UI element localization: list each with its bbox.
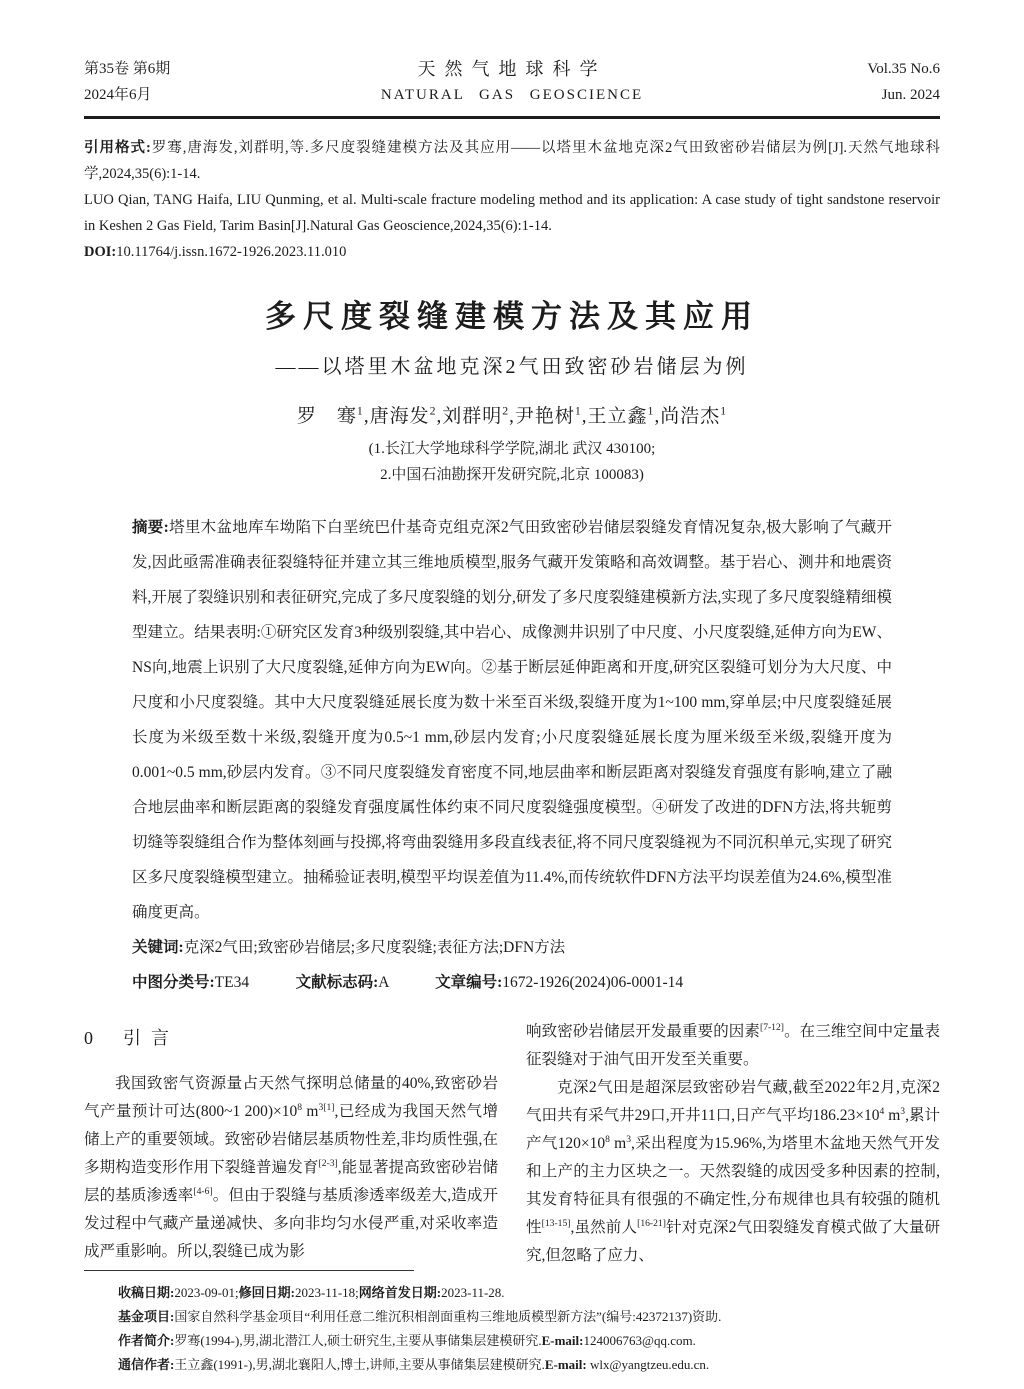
journal-title-cn: 天然气地球科学 <box>417 59 607 79</box>
intro-paragraph-left: 我国致密气资源量占天然气探明总储量的40%,致密砂岩气产量预计可达(800~1 $200)\times 10^8$ $m^{3[1]}$,已经成为我国天然气增储上产的重要领域。致密砂岩储层基质物性差,非均质性强,在多期构造变形作用下裂缝普遍发育[2-3],能显著提高致密砂岩储层的基质渗透率[4-6]。但由于裂缝与基质渗透率级差大,造成开发过程中气藏产量递减快、多向非均匀水侵严重,对采收率造成严重影响。所以,裂缝已成为影 <box>84 1075 498 1260</box>
footnote-corresponding-author: 通信作者:王立鑫(1991-),男,湖北襄阳人,博士,讲师,主要从事储集层建模研究.E-mail: wlx@yangtzeu.edu.cn. <box>118 1357 710 1372</box>
affiliations-block <box>84 436 940 488</box>
header-divider-rule <box>84 116 940 119</box>
intro-paragraph-right-2: 克深2气田是超深层致密砂岩气藏,截至2022年2月,克深2气田共有采气井29口,开井11口,日产气平均$186.23\times 10^4$ $m^3$,累计产气$120\times 10^8$ $m^3$,采出程度为15.96%,为塔里木盆地天然气开发和上产的主力区块之一。天然裂缝的成因受多种因素的控制,其发育特征具有很强的不确定性,分布规律也具有较强的随机性[13-15],虽然前人[16-21]针对克深2气田裂缝发育模式做了大量研究,但忽略了应力、 <box>526 1079 940 1264</box>
footnote-funding: 基金项目:国家自然科学基金项目“利用任意二维沉积相剖面重构三维地质模型新方法”(编号:42372137)资助. <box>118 1309 722 1324</box>
journal-title-en: NATURAL GAS GEOSCIENCE <box>380 87 644 103</box>
citation-cn: 引用格式:罗骞,唐海发,刘群明,等.多尺度裂缝建模方法及其应用——以塔里木盆地克深2气田致密砂岩储层为例[J].天然气地球科学,2024,35(6):1-14. <box>84 140 940 182</box>
journal-title-block <box>254 56 770 108</box>
authors-line: 罗 骞$^1$,唐海发$^2$,刘群明$^2$,尹艳树$^1$,王立鑫$^1$,尚浩杰$^1$ <box>296 404 728 427</box>
footnotes-block <box>118 1281 940 1377</box>
date-cn: 2024年6月 <box>84 87 152 103</box>
abstract-block <box>132 510 892 1000</box>
intro-paragraph-right-continuation: 响致密砂岩储层开发最重要的因素[7-12]。在三维空间中定量表征裂缝对于油气田开发至关重要。 <box>526 1021 940 1068</box>
section-number: 0 <box>84 1028 93 1048</box>
header-volume-issue-en <box>770 56 940 108</box>
volume-issue-cn: 第35卷 第6期 <box>84 61 171 77</box>
body-columns <box>84 1018 940 1270</box>
citation-en: LUO Qian, TANG Haifa, LIU Qunming, et al. Multi-scale fracture modeling method and its application: A case study of tight sandstone reservoir in Keshen 2 Gas Field, Tarim Basin[J].Natural Gas Geoscience,2024,35(6):1-14. <box>84 192 940 234</box>
article-subtitle: ——以塔里木盆地克深2气田致密砂岩储层为例 <box>275 356 749 378</box>
article-title: 多尺度裂缝建模方法及其应用 <box>265 299 759 334</box>
date-en: Jun. 2024 <box>881 87 940 103</box>
volume-issue-en: Vol.35 No.6 <box>867 61 940 77</box>
journal-header <box>84 56 940 108</box>
right-column <box>526 1018 940 1270</box>
section-heading-introduction <box>84 1024 498 1052</box>
footnote-divider-rule <box>84 1270 414 1271</box>
footnote-author-bio: 作者简介:罗骞(1994-),男,湖北潜江人,硕士研究生,主要从事储集层建模研究.E-mail:124006763@qq.com. <box>118 1333 696 1348</box>
affiliation-2: 2.中国石油勘探开发研究院,北京 100083) <box>380 467 644 483</box>
abstract-paragraph: 摘要:塔里木盆地库车坳陷下白垩统巴什基奇克组克深2气田致密砂岩储层裂缝发育情况复杂,极大影响了气藏开发,因此亟需准确表征裂缝特征并建立其三维地质模型,服务气藏开发策略和高效调整。基于岩心、测井和地震资料,开展了裂缝识别和表征研究,完成了多尺度裂缝的划分,研发了多尺度裂缝建模新方法,实现了多尺度裂缝精细模型建立。结果表明:①研究区发育3种级别裂缝,其中岩心、成像测井识别了中尺度、小尺度裂缝,延伸方向为EW、NS向,地震上识别了大尺度裂缝,延伸方向为EW向。②基于断层延伸距离和开度,研究区裂缝可划分为大尺度、中尺度和小尺度裂缝。其中大尺度裂缝延展长度为数十米至百米级,裂缝开度为1~100 mm,穿单层;中尺度裂缝延展长度为米级至数十米级,裂缝开度为0.5~1 mm,砂层内发育;小尺度裂缝延展长度为厘米级至米级,裂缝开度为0.001~0.5 mm,砂层内发育。③不同尺度裂缝发育密度不同,地层曲率和断层距离对裂缝发育强度有影响,建立了融合地层曲率和断层距离的裂缝发育强度属性体约束不同尺度裂缝强度模型。④研发了改进的DFN方法,将共轭剪切缝等裂缝组合作为整体刻画与投掷,将弯曲裂缝用多段直线表征,将不同尺度裂缝视为不同沉积单元,实现了研究区多尺度裂缝模型建立。抽稀验证表明,模型平均误差值为11.4%,而传统软件DFN方法平均误差值为24.6%,模型准确度更高。 <box>132 519 892 921</box>
section-title: 引言 <box>123 1028 179 1048</box>
footnote-received-date: 收稿日期:2023-09-01;修回日期:2023-11-18;网络首发日期:2023-11-28. <box>118 1285 505 1300</box>
footnote-area <box>84 1270 940 1377</box>
affiliation-1: (1.长江大学地球科学学院,湖北 武汉 430100; <box>368 441 656 457</box>
doi-line: DOI:10.11764/j.issn.1672-1926.2023.11.010 <box>84 244 347 260</box>
keywords-line: 关键词:克深2气田;致密砂岩储层;多尺度裂缝;表征方法;DFN方法 <box>132 939 566 956</box>
classification-line: 中图分类号:TE34 文献标志码:A 文章编号:1672-1926(2024)06-0001-14 <box>132 974 684 991</box>
header-volume-issue-cn <box>84 56 254 108</box>
citation-block <box>84 135 940 265</box>
left-column <box>84 1018 498 1270</box>
